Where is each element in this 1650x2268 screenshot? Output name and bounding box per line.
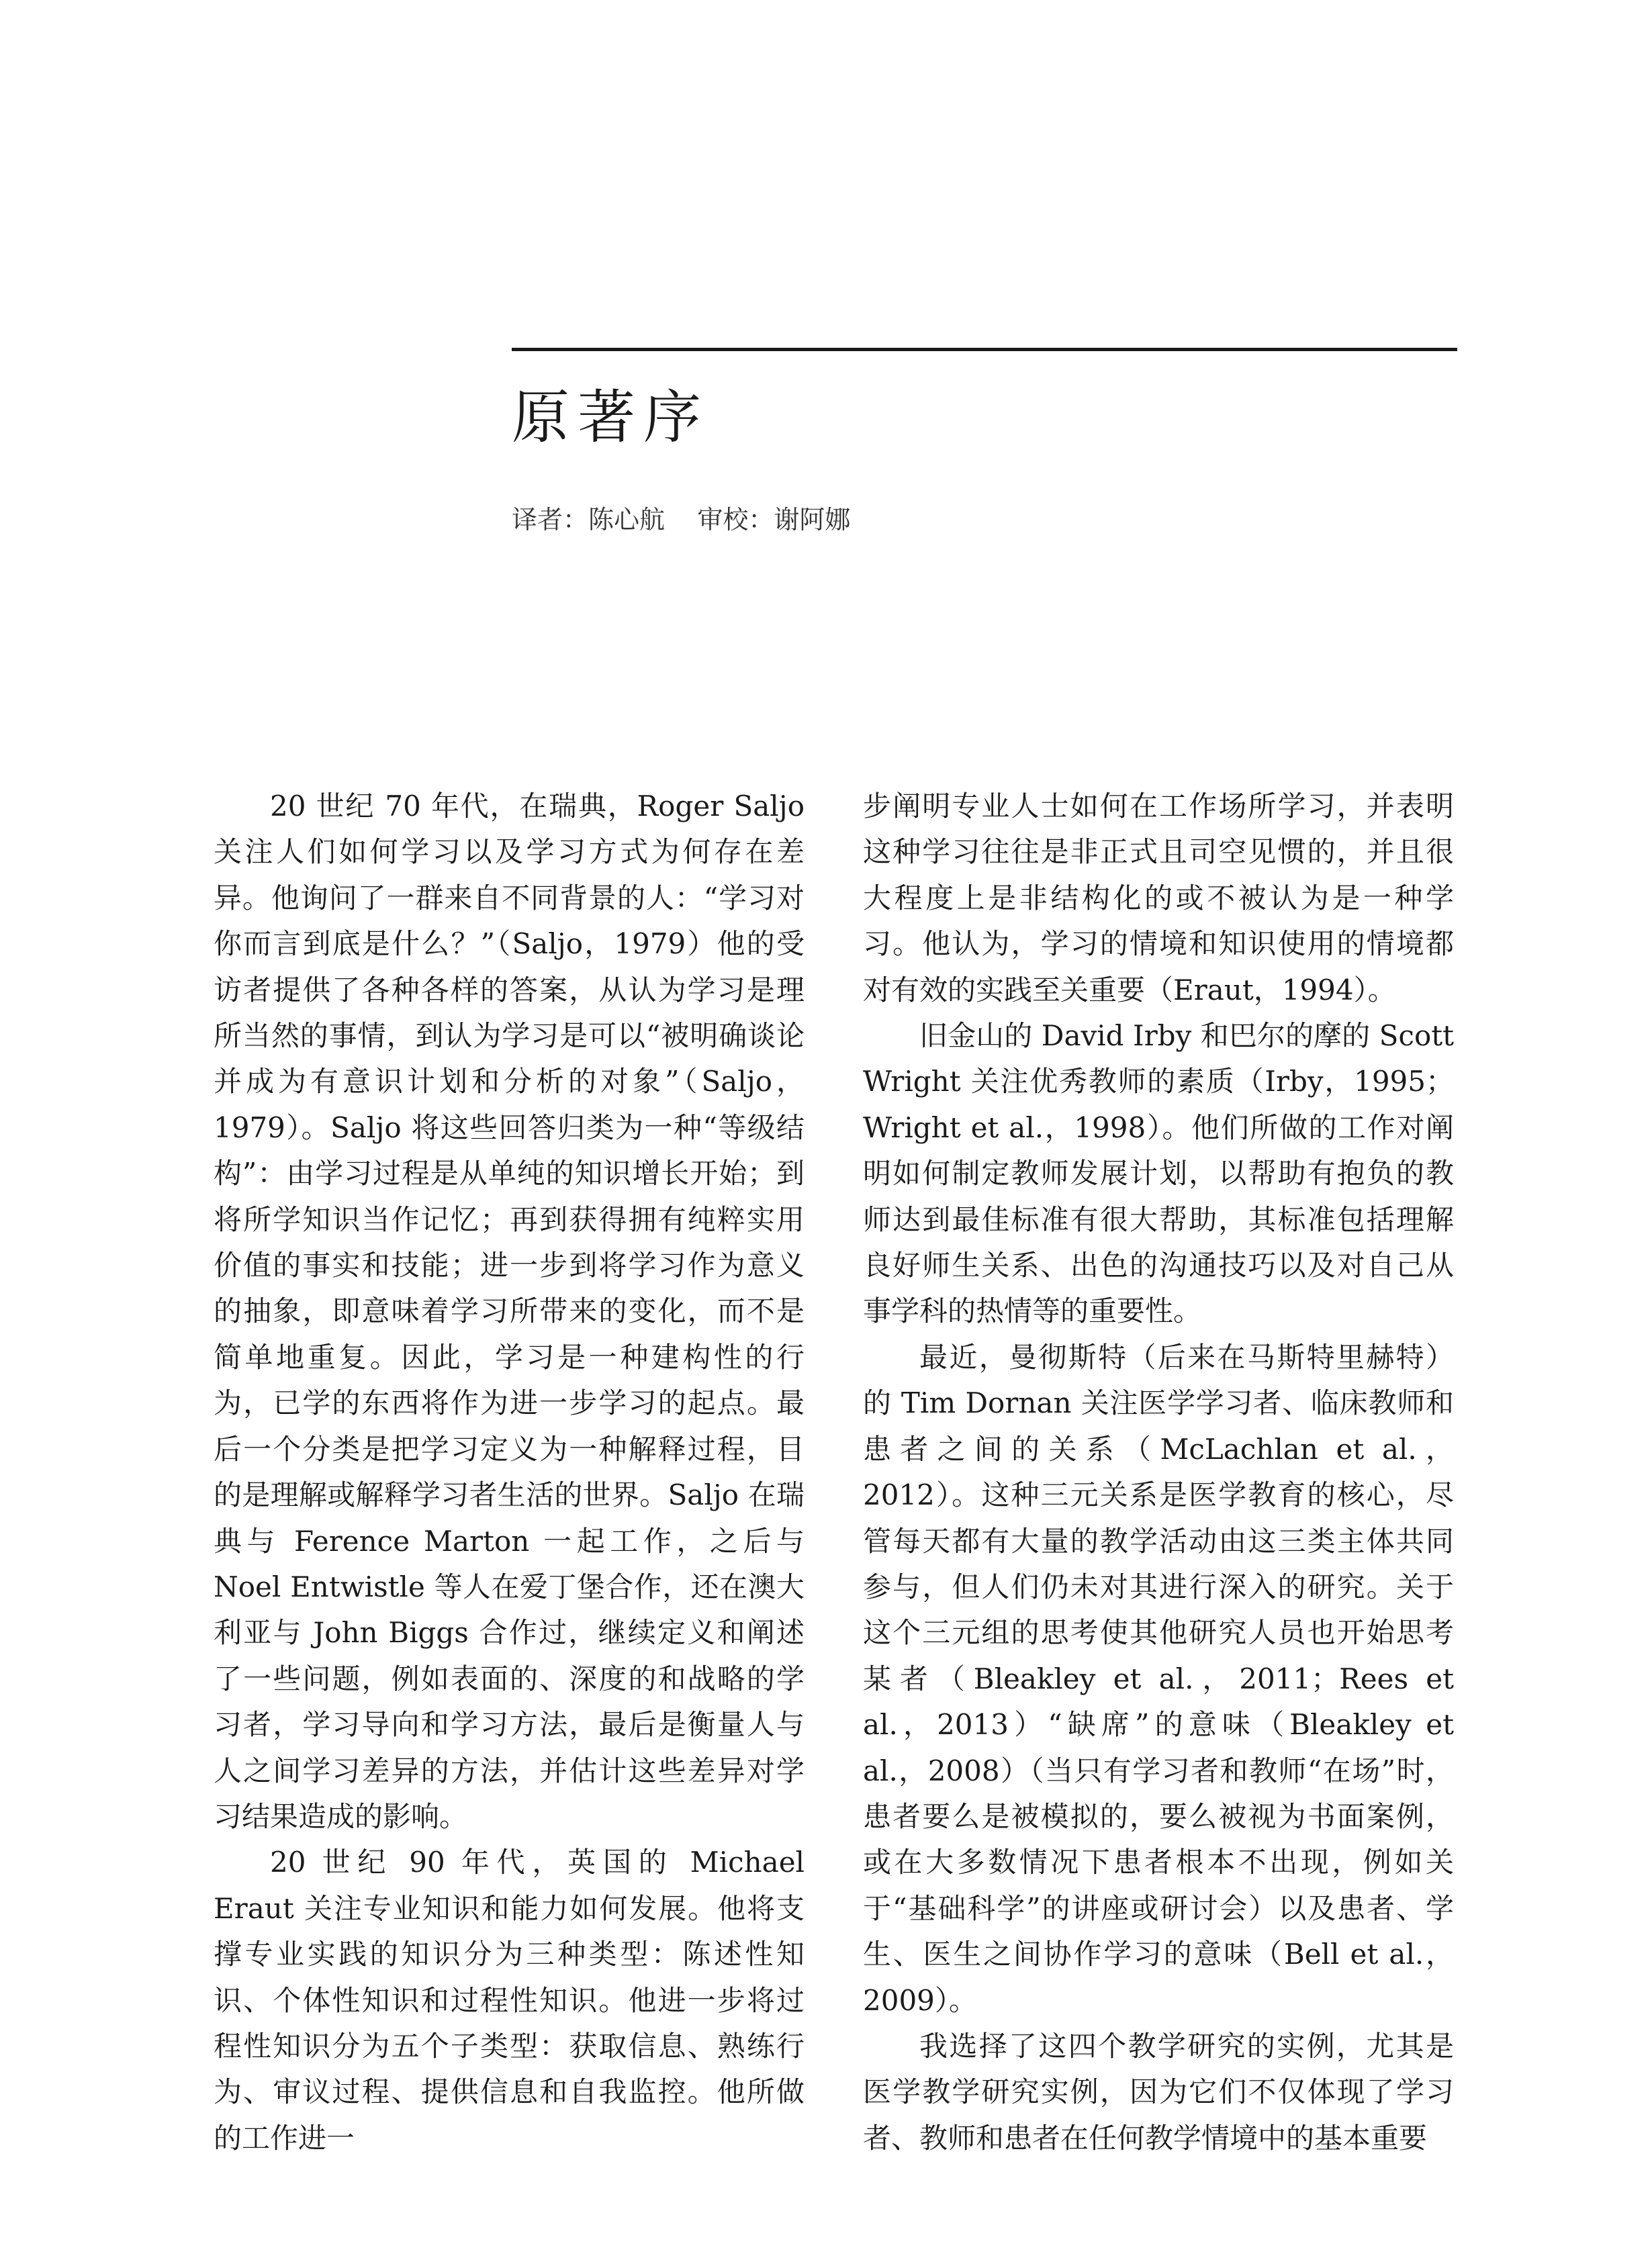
page-title: 原著序 xyxy=(512,384,709,451)
paragraph-eraut-continued: 步阐明专业人士如何在工作场所学习，并表明这种学习往往是非正式且司空见惯的，并且很大程度上是非结构化的或不被认为是一种学习。他认为，学习的情境和知识使用的情境都对有效的实践至关重要（Eraut，1994）。 xyxy=(863,790,1454,1006)
paragraph-dornan: 最近，曼彻斯特（后来在马斯特里赫特）的 Tim Dornan 关注医学学习者、临床教师和患者之间的关系（McLachlan et al.，2012）。这种三元关系是医学教育的核心，尽管每天都有大量的教学活动由这三类主体共同参与，但人们仍未对其进行深入的研究。关于这个三元组的思考使其他研究人员也开始思考某者（Bleakley et al.，2011；Rees et al.，2013）“缺席”的意味（Bleakley et al.，2008）（当只有学习者和教师“在场”时，患者要么是被模拟的，要么被视为书面案例，或在大多数情况下患者根本不出现，例如关于“基础科学”的讲座或研讨会）以及患者、学生、医生之间协作学习的意味（Bell et al.，2009）。 xyxy=(863,1340,1454,2017)
right-column xyxy=(863,784,1454,2161)
paragraph-saljo: 20 世纪 70 年代，在瑞典，Roger Saljo 关注人们如何学习以及学习方式为何存在差异。他询问了一群来自不同背景的人：“学习对你而言到底是什么？”（Saljo，1979）他的受访者提供了各种各样的答案，从认为学习是理所当然的事情，到认为学习是可以“被明确谈论并成为有意识计划和分析的对象”（Saljo，1979）。Saljo 将这些回答归类为一种“等级结构”：由学习过程是从单纯的知识增长开始；到将所学知识当作记忆；再到获得拥有纯粹实用价值的事实和技能；进一步到将学习作为意义的抽象，即意味着学习所带来的变化，而不是简单地重复。因此，学习是一种建构性的行为，已学的东西将作为进一步学习的起点。最后一个分类是把学习定义为一种解释过程，目的是理解或解释学习者生活的世界。Saljo 在瑞典与 Ference Marton 一起工作，之后与 Noel Entwistle 等人在爱丁堡合作，还在澳大利亚与 John Biggs 合作过，继续定义和阐述了一些问题，例如表面的、深度的和战略的学习者，学习导向和学习方法，最后是衡量人与人之间学习差异的方法，并估计这些差异对学习结果造成的影响。 xyxy=(214,790,805,1833)
paragraph-examples: 我选择了这四个教学研究的实例，尤其是医学教学研究实例，因为它们不仅体现了学习者、教师和患者在任何教学情境中的基本重要 xyxy=(863,2029,1454,2155)
title-rule xyxy=(512,348,1457,351)
paragraph-irby-wright: 旧金山的 David Irby 和巴尔的摩的 Scott Wright 关注优秀教师的素质（Irby，1995；Wright et al.，1998）。他们所做的工作对阐明如何制定教师发展计划，以帮助有抱负的教师达到最佳标准有很大帮助，其标准包括理解良好师生关系、出色的沟通技巧以及对自己从事学科的热情等的重要性。 xyxy=(863,1019,1454,1328)
paragraph-eraut: 20 世纪 90 年代，英国的 Michael Eraut 关注专业知识和能力如何发展。他将支撑专业实践的知识分为三种类型：陈述性知识、个体性知识和过程性知识。他进一步将过程性知识分为五个子类型：获取信息、熟练行为、审议过程、提供信息和自我监控。他所做的工作进一 xyxy=(214,1846,805,2155)
translator-credits: 译者：陈心航 审校：谢阿娜 xyxy=(512,505,851,534)
left-column xyxy=(214,784,805,2161)
